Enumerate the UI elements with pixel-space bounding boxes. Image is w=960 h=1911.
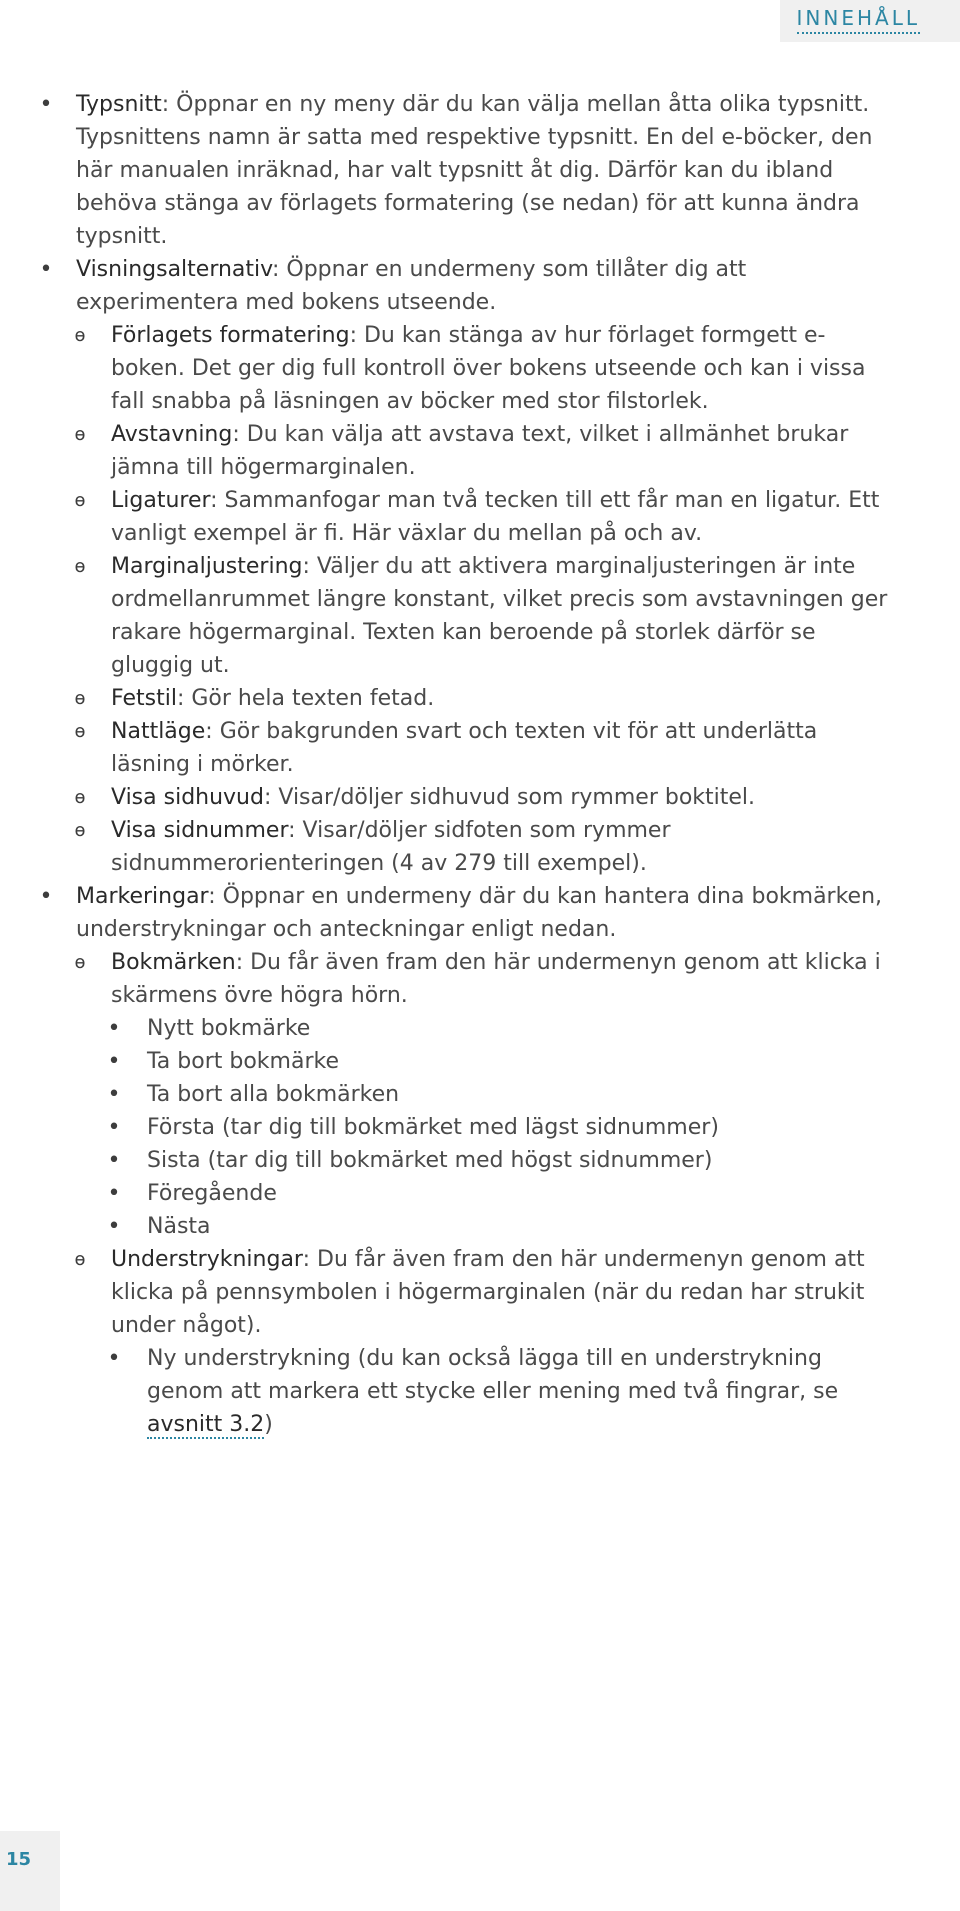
list-item — [36, 1342, 892, 1441]
sub-bullet-icon: ө — [74, 424, 86, 445]
list-item — [36, 682, 892, 715]
bullet-icon: • — [107, 1016, 121, 1041]
item-text: Nytt bokmärke — [147, 1016, 311, 1041]
sub-bullet-icon: ө — [74, 721, 86, 742]
item-text: Sista (tar dig till bokmärket med högst sidnummer) — [147, 1148, 713, 1173]
bullet-icon: • — [107, 1181, 121, 1206]
item-term: Visa sidhuvud — [111, 785, 264, 810]
list-item — [36, 253, 892, 319]
item-text: : Gör bakgrunden svart och texten vit för att underlätta läsning i mörker. — [111, 719, 818, 777]
list-item — [36, 1210, 892, 1243]
item-term: Bokmärken — [111, 950, 236, 975]
list-item — [36, 715, 892, 781]
item-term: Förlagets formatering — [111, 323, 350, 348]
sub-bullet-icon: ө — [74, 1249, 86, 1270]
item-term: Ligaturer — [111, 488, 211, 513]
bullet-icon: • — [107, 1082, 121, 1107]
list-item — [36, 484, 892, 550]
item-term: Nattläge — [111, 719, 206, 744]
sub-bullet-icon: ө — [74, 556, 86, 577]
item-text: Ta bort bokmärke — [147, 1049, 339, 1074]
list-item — [36, 1144, 892, 1177]
page-number-box — [0, 1831, 60, 1911]
bullet-icon: • — [39, 257, 53, 282]
item-term: Visningsalternativ — [76, 257, 272, 282]
list-item — [36, 814, 892, 880]
sub-bullet-icon: ө — [74, 490, 86, 511]
list-item — [36, 319, 892, 418]
item-text: Ny understrykning (du kan också lägga till en understrykning genom att markera ett stycke eller mening med två fingrar, se — [147, 1346, 839, 1404]
sub-bullet-icon: ө — [74, 325, 86, 346]
item-text: : Du får även fram den här undermenyn genom att klicka på pennsymbolen i högermarginalen (när du redan har strukit under något). — [111, 1247, 865, 1338]
page-number: 15 — [6, 1849, 32, 1870]
item-term: Markeringar — [76, 884, 209, 909]
sub-bullet-icon: ө — [74, 820, 86, 841]
item-text: : Du får även fram den här undermenyn genom att klicka i skärmens övre högra hörn. — [111, 950, 881, 1008]
list-item — [36, 88, 892, 253]
list — [36, 88, 892, 1441]
item-text: : Väljer du att aktivera marginaljusteringen är inte ordmellanrummet längre konstant, vilket precis som avstavningen ger rakare högermarginal. Texten kan beroende på storlek därför se gluggig ut. — [111, 554, 888, 678]
bullet-icon: • — [107, 1148, 121, 1173]
item-text: : Öppnar en ny meny där du kan välja mellan åtta olika typsnitt. Typsnittens namn är satta med respektive typsnitt. En del e-böcker, den här manualen inräknad, har valt typsnitt åt dig. Därför kan du ibland behöva stänga av förlagets formatering (se nedan) för att kunna ändra typsnitt. — [76, 92, 873, 249]
bullet-icon: • — [107, 1115, 121, 1140]
list-item — [36, 946, 892, 1012]
list-item — [36, 550, 892, 682]
bullet-icon: • — [107, 1049, 121, 1074]
list-item — [36, 418, 892, 484]
item-term: Visa sidnummer — [111, 818, 289, 843]
item-text: : Du kan stänga av hur förlaget formgett e-boken. Det ger dig full kontroll över bokens utseende och kan i vissa fall snabba på läsningen av böcker med stor filstorlek. — [111, 323, 866, 414]
item-text: Nästa — [147, 1214, 211, 1239]
list-item — [36, 1111, 892, 1144]
sub-bullet-icon: ө — [74, 952, 86, 973]
item-text: : Du kan välja att avstava text, vilket i allmänhet brukar jämna till högermarginalen. — [111, 422, 849, 480]
list-item — [36, 1078, 892, 1111]
list-item — [36, 880, 892, 946]
bullet-icon: • — [39, 884, 53, 909]
sub-bullet-icon: ө — [74, 787, 86, 808]
item-term: Marginaljustering — [111, 554, 303, 579]
item-text: Ta bort alla bokmärken — [147, 1082, 400, 1107]
item-term: Understrykningar — [111, 1247, 303, 1272]
list-item — [36, 1177, 892, 1210]
section-link[interactable]: avsnitt 3.2 — [147, 1412, 265, 1437]
bullet-icon: • — [107, 1214, 121, 1239]
item-term: Fetstil — [111, 686, 177, 711]
list-item — [36, 1045, 892, 1078]
list-item — [36, 781, 892, 814]
item-text: Föregående — [147, 1181, 277, 1206]
item-text: : Visar/döljer sidfoten som rymmer sidnummerorienteringen (4 av 279 till exempel). — [111, 818, 671, 876]
bullet-icon: • — [107, 1346, 121, 1371]
item-text: : Öppnar en undermeny som tillåter dig att experimentera med bokens utseende. — [76, 257, 747, 315]
list-item — [36, 1243, 892, 1342]
document-body — [36, 88, 892, 1441]
item-term: Typsnitt — [76, 92, 162, 117]
item-text: Första (tar dig till bokmärket med lägst sidnummer) — [147, 1115, 719, 1140]
item-text-after: ) — [264, 1412, 273, 1437]
sub-bullet-icon: ө — [74, 688, 86, 709]
item-text: : Gör hela texten fetad. — [176, 686, 435, 711]
item-term: Avstavning — [111, 422, 233, 447]
item-text: : Visar/döljer sidhuvud som rymmer boktitel. — [263, 785, 756, 810]
bullet-icon: • — [39, 92, 53, 117]
item-text: : Sammanfogar man två tecken till ett får man en ligatur. Ett vanligt exempel är fi. Här växlar du mellan på och av. — [111, 488, 880, 546]
page-header — [0, 0, 960, 46]
item-text: : Öppnar en undermeny där du kan hantera dina bokmärken, understrykningar och anteckningar enligt nedan. — [76, 884, 883, 942]
list-item — [36, 1012, 892, 1045]
contents-link[interactable]: INNEHÅLL — [797, 6, 920, 34]
